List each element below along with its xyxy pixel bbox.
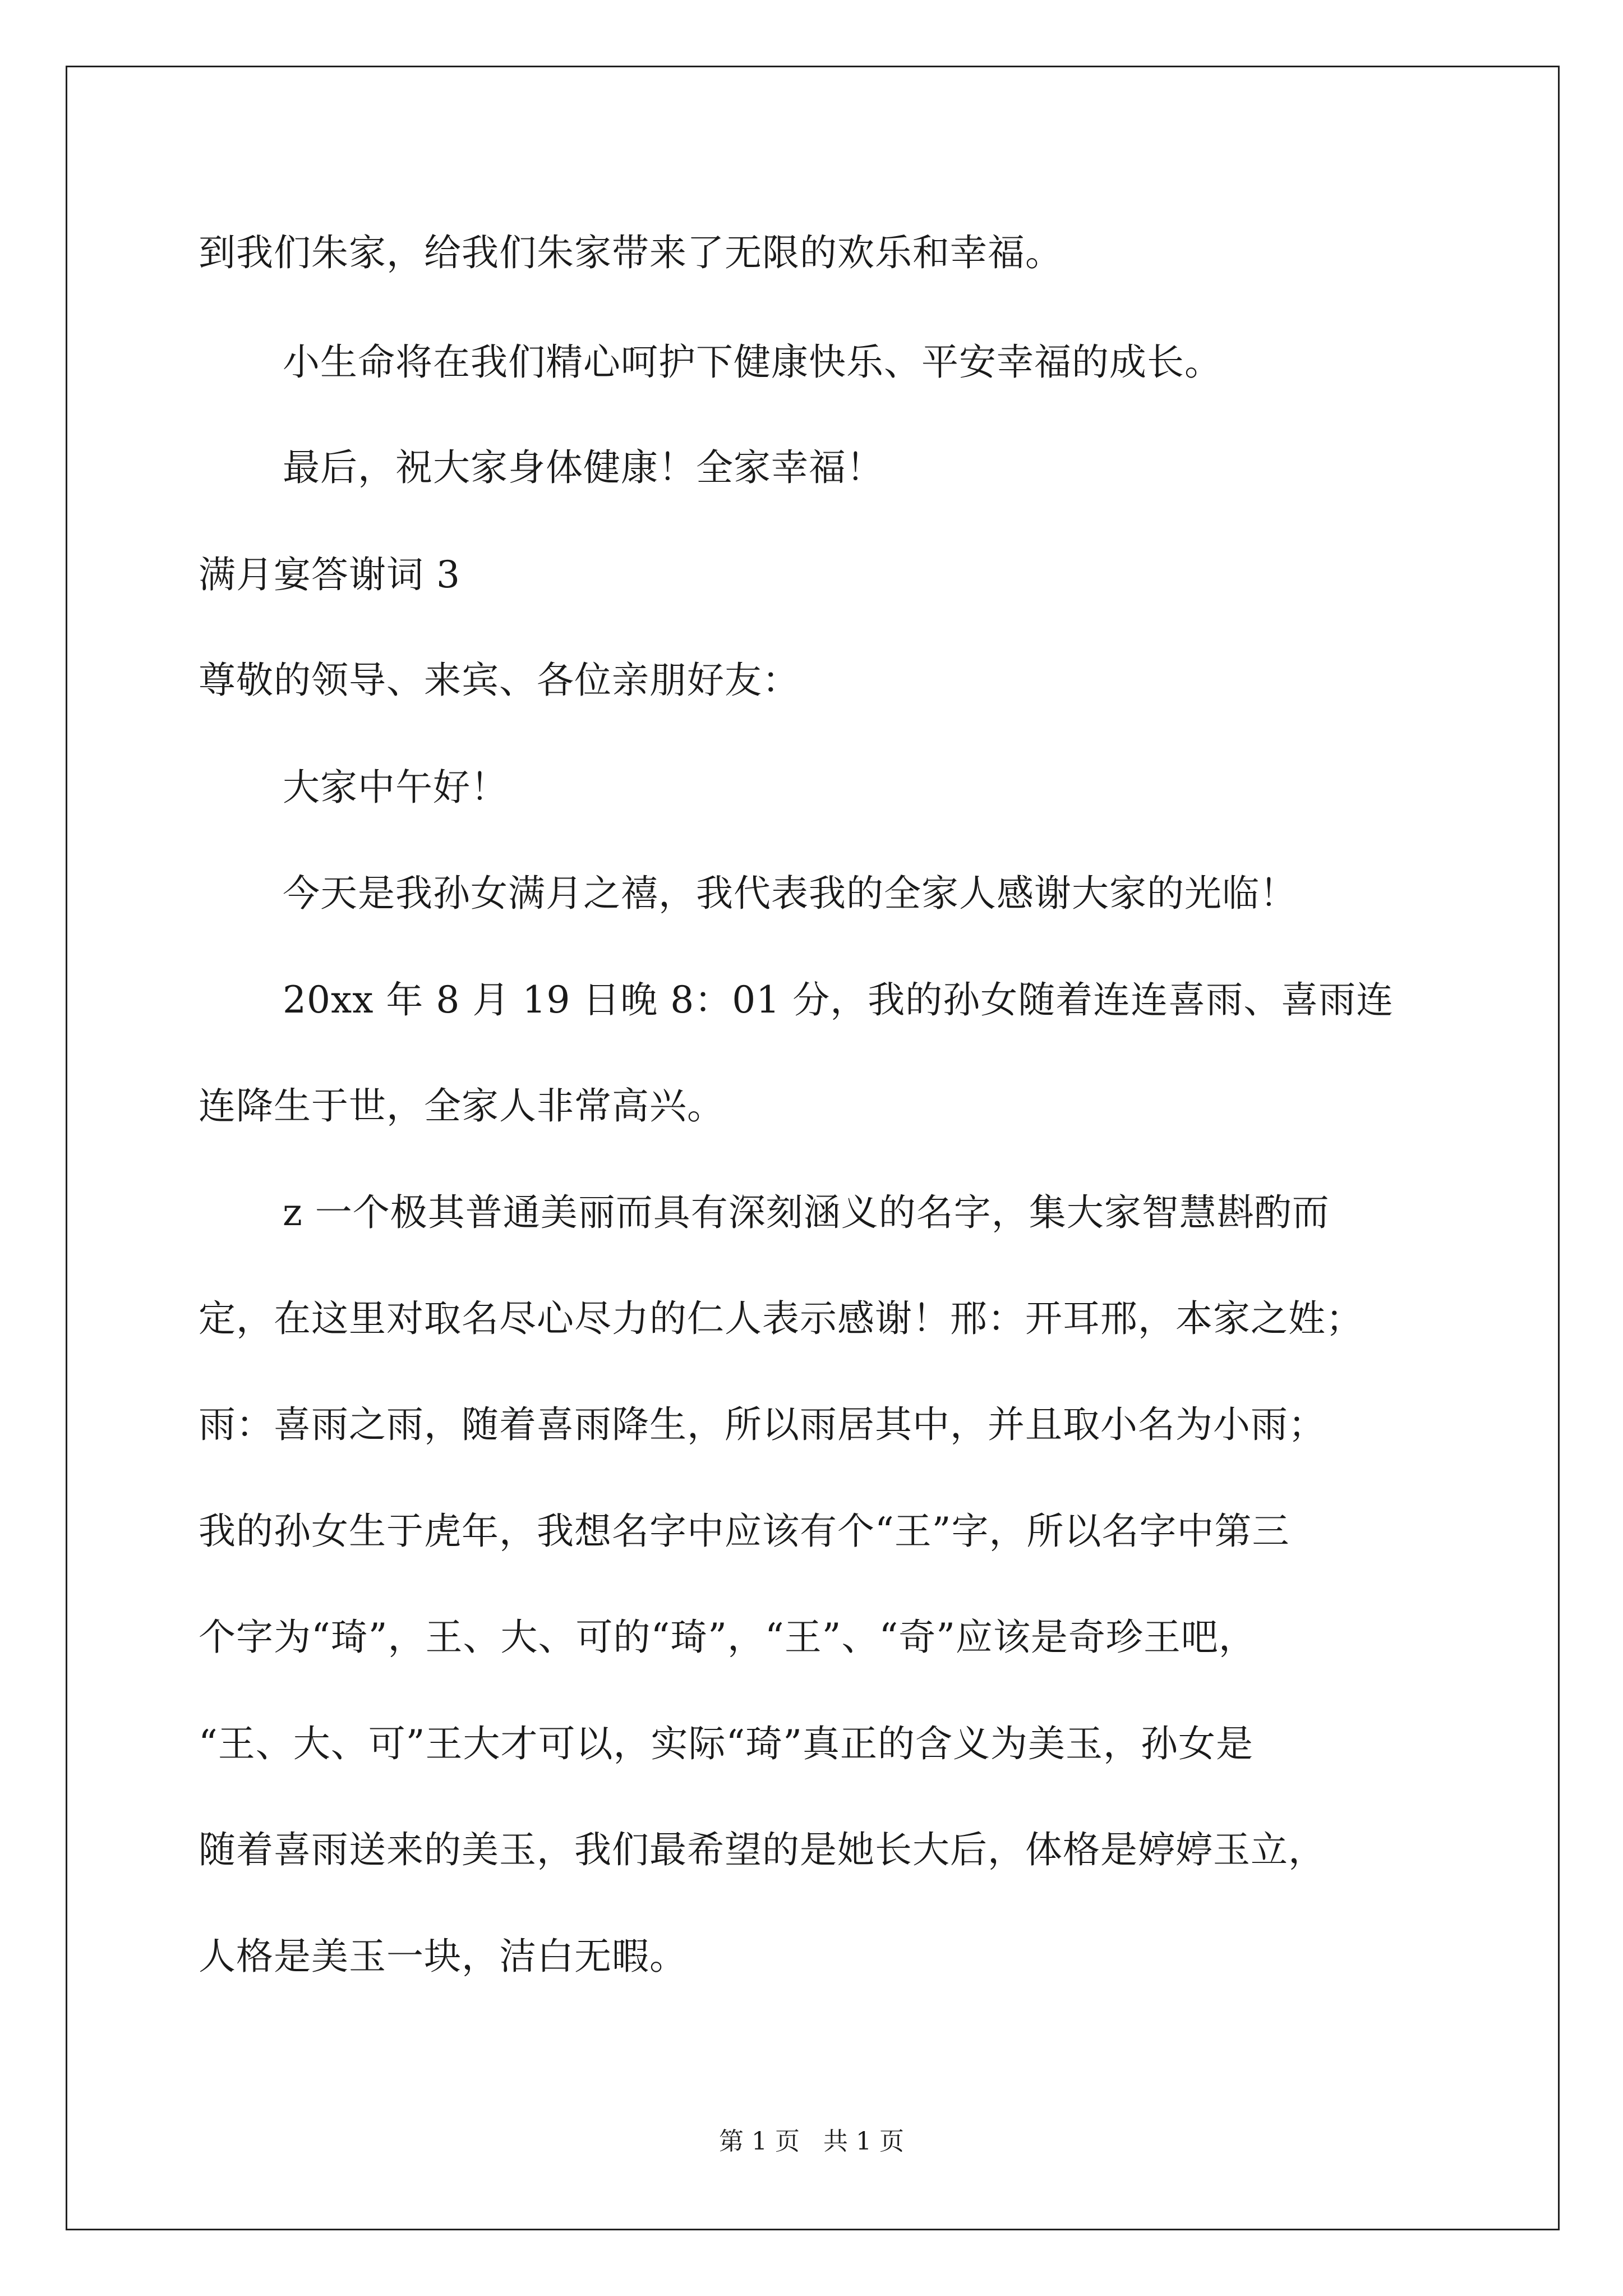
paragraph-line: 个字为“琦”，王、大、可的“琦”，“王”、“奇”应该是奇珍王吧， xyxy=(199,1616,1256,1659)
paragraph-line: 今天是我孙女满月之禧，我代表我的全家人感谢大家的光临！ xyxy=(283,872,1297,915)
paragraph-line: 小生命将在我们精心呵护下健康快乐、平安幸福的成长。 xyxy=(283,341,1222,384)
section-heading: 满月宴答谢词 3 xyxy=(199,553,460,596)
paragraph-line: 最后，祝大家身体健康！全家幸福！ xyxy=(283,446,884,489)
paragraph-line: 随着喜雨送来的美玉，我们最希望的是她长大后，体格是婷婷玉立， xyxy=(199,1828,1326,1871)
paragraph-line: 定，在这里对取名尽心尽力的仁人表示感谢！邢：开耳邢，本家之姓； xyxy=(199,1297,1363,1340)
page-number-footer: 第 1 页 共 1 页 xyxy=(719,2127,904,2156)
paragraph-line: 我的孙女生于虎年，我想名字中应该有个“王”字，所以名字中第三 xyxy=(199,1510,1290,1553)
paragraph-line: 连降生于世，全家人非常高兴。 xyxy=(199,1084,725,1128)
paragraph-line: 人格是美玉一块，洁白无暇。 xyxy=(199,1935,687,1978)
paragraph-line: “王、大、可”王大才可以，实际“琦”真正的含义为美玉，孙女是 xyxy=(199,1722,1253,1765)
paragraph-line: 雨：喜雨之雨，随着喜雨降生，所以雨居其中，并且取小名为小雨； xyxy=(199,1403,1326,1446)
salutation-line: 尊敬的领导、来宾、各位亲朋好友： xyxy=(199,659,800,702)
paragraph-line: 大家中午好！ xyxy=(283,766,508,809)
page-border xyxy=(66,66,1560,2230)
paragraph-line: 20xx 年 8 月 19 日晚 8：01 分，我的孙女随着连连喜雨、喜雨连 xyxy=(283,978,1394,1022)
paragraph-line: z 一个极其普通美丽而具有深刻涵义的名字，集大家智慧斟酌而 xyxy=(283,1191,1330,1234)
paragraph-line: 到我们朱家，给我们朱家带来了无限的欢乐和幸福。 xyxy=(199,231,1063,274)
